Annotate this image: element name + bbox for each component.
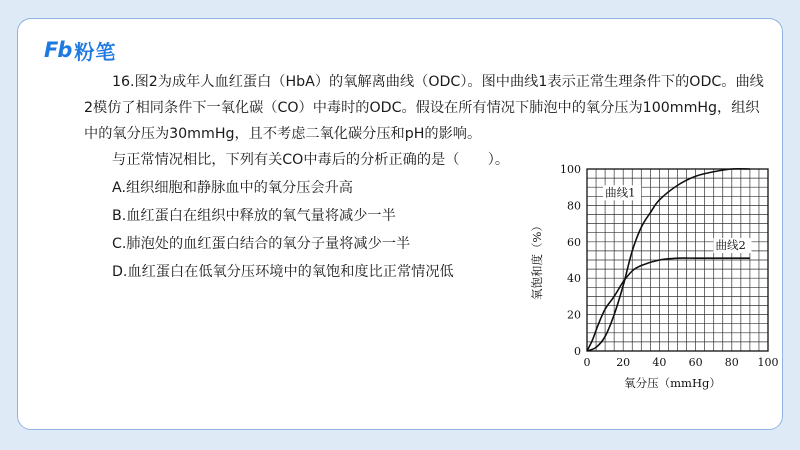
- option-d[interactable]: D.血红蛋白在低氧分压环境中的氧饱和度比正常情况低: [112, 264, 454, 280]
- x-tick-label: 40: [652, 356, 667, 369]
- x-tick-label: 60: [688, 356, 703, 369]
- x-tick-label: 100: [757, 356, 779, 369]
- x-axis-title: 氧分压（mmHg）: [624, 376, 721, 390]
- question-stem: 与正常情况相比，下列有关CO中毒后的分析正确的是（ ）。: [112, 152, 510, 168]
- option-c[interactable]: C.肺泡处的血红蛋白结合的氧分子量将减少一半: [112, 236, 411, 252]
- question-card: [17, 18, 783, 430]
- x-tick-label: 80: [724, 356, 739, 369]
- x-tick-label: 0: [583, 356, 591, 369]
- y-tick-label: 100: [560, 163, 581, 176]
- curve-label-2: 曲线2: [715, 238, 746, 253]
- y-tick-label: 20: [567, 308, 581, 322]
- option-b[interactable]: B.血红蛋白在组织中释放的氧气量将减少一半: [112, 208, 396, 224]
- y-axis-title: 氧饱和度（%）: [530, 220, 544, 300]
- option-a[interactable]: A.组织细胞和静脉血中的氧分压会升高: [112, 180, 353, 196]
- x-tick-label: 20: [616, 356, 631, 369]
- y-tick-label: 0: [574, 345, 581, 358]
- question-paragraph: 16.图2为成年人血红蛋白（HbA）的氧解离曲线（ODC）。图中曲线1表示正常生理条件下的ODC。曲线2模仿了相同条件下一氧化碳（CO）中毒时的ODC。假设在所有情况下肺泡中的氧分压为100mmHg，组织中的氧分压为30mmHg，且不考虑二氧化碳分压和pH的影响。: [84, 74, 764, 142]
- fenbi-logo-icon: Fb: [44, 38, 72, 62]
- brand-name: 粉笔: [74, 39, 117, 64]
- y-tick-label: 80: [567, 199, 581, 213]
- y-tick-label: 60: [567, 235, 581, 249]
- curve-label-1: 曲线1: [605, 185, 636, 200]
- brand-logo: [44, 37, 116, 63]
- y-tick-label: 40: [567, 272, 581, 286]
- odc-chart: [511, 147, 783, 407]
